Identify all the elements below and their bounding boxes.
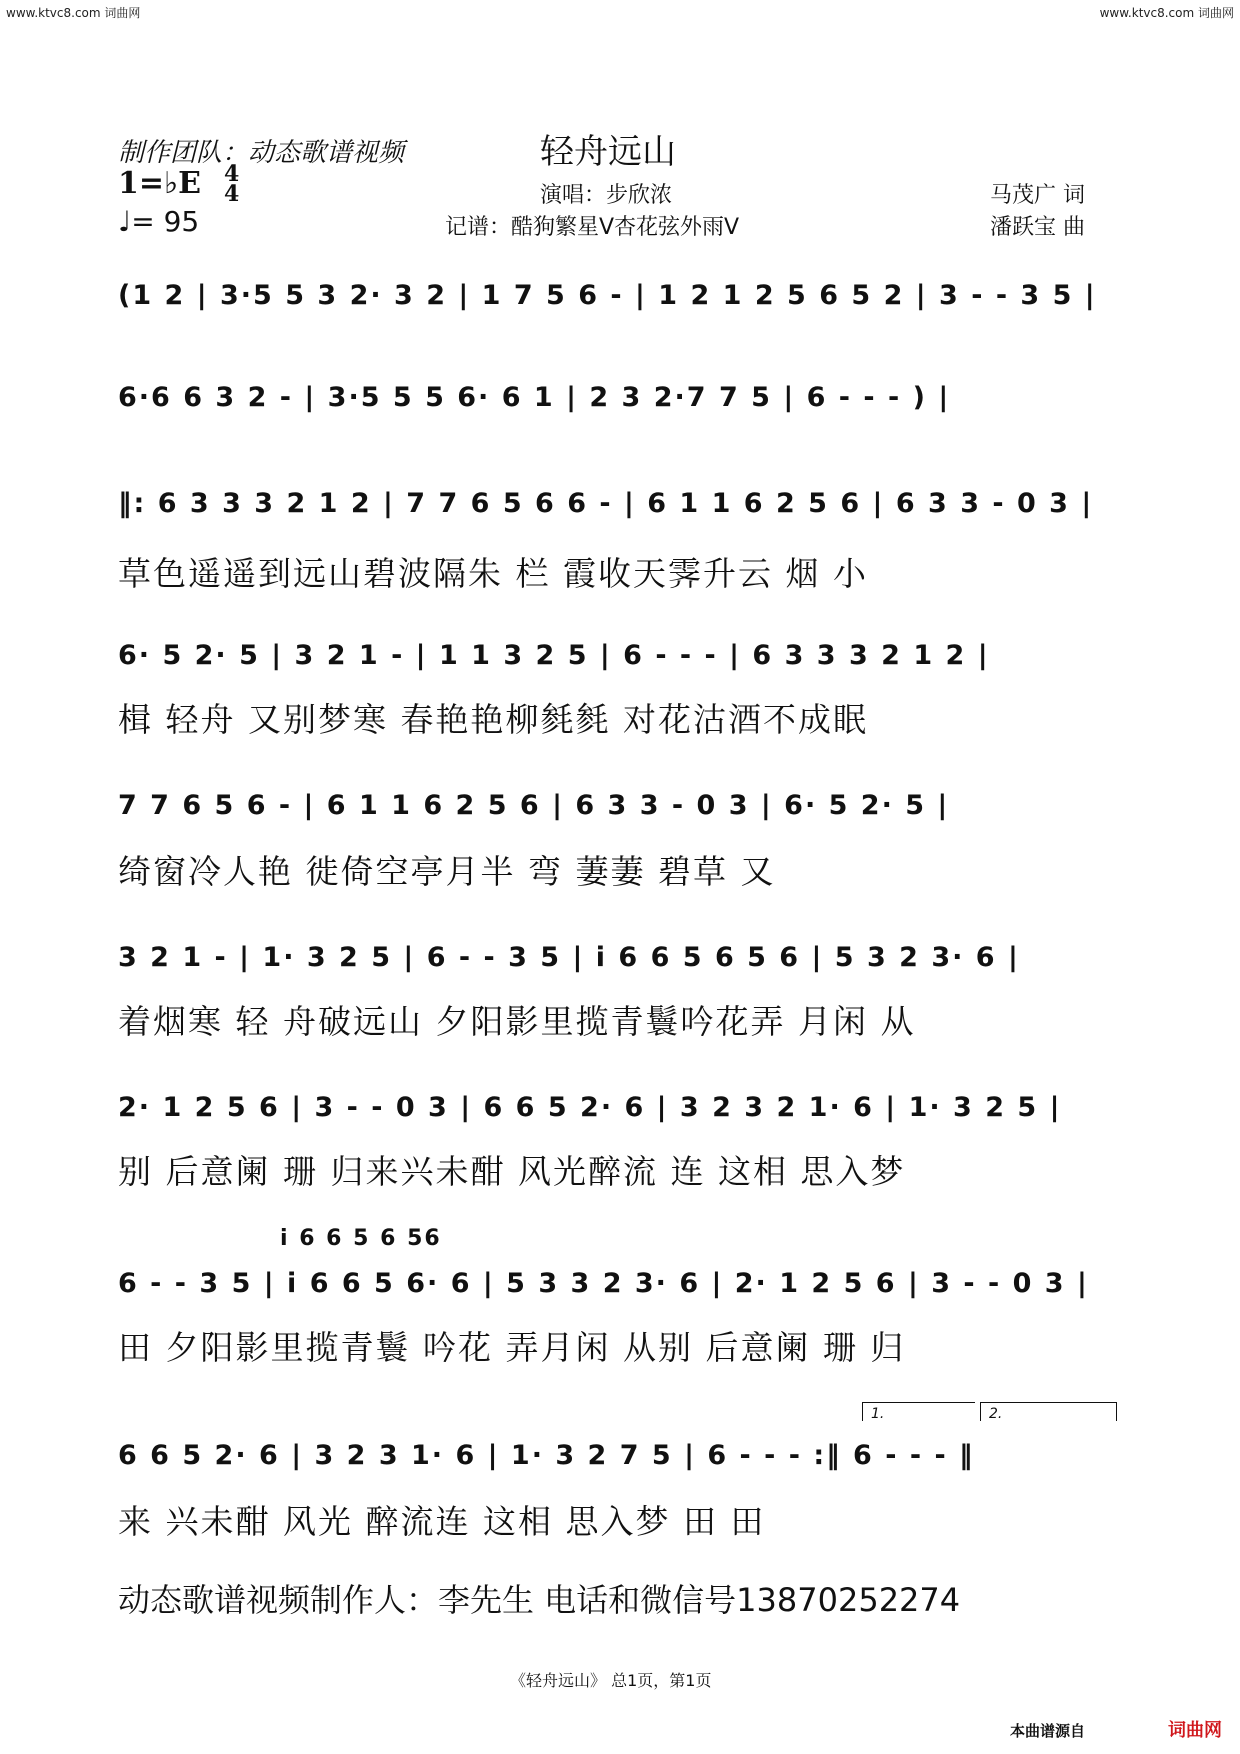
lyric-row-9: 来 兴未酣 风光 醉流连 这相 思入梦 田 田 [118,1502,766,1541]
score-row-3: ‖: 6 3 3 3 2 1 2 | 7 7 6 5 6 6 - | 6 1 1 6 2 5 6 | 6 3 3 - 0 3 | [118,488,1094,519]
score-row-4: 6· 5 2· 5 | 3 2 1 - | 1 1 3 2 5 | 6 - - - | 6 3 3 3 2 1 2 | [118,640,990,671]
site-header-left: www.ktvc8.com 词曲网 [6,6,141,20]
lyric-row-6: 着烟寒 轻 舟破远山 夕阳影里揽青鬟吟花弄 月闲 从 [118,1002,916,1041]
page-number: 《轻舟远山》 总1页，第1页 [510,1671,712,1690]
transcriber-credit: 记谱：酷狗繁星V杏花弦外雨V [445,215,740,240]
time-signature-top: 4 [224,161,240,187]
volta-2-label: 2. [989,1406,1003,1422]
score-row-6: 3 2 1 - | 1· 3 2 5 | 6 - - 3 5 | i 6 6 5 6 5 6 | 5 3 2 3· 6 | [118,942,1020,973]
lyric-row-8: 田 夕阳影里揽青鬟 吟花 弄月闲 从别 后意阑 珊 归 [118,1328,906,1367]
score-row-9: 6 6 5 2· 6 | 3 2 3 1· 6 | 1· 3 2 7 5 | 6 - - - :‖ 6 - - - ‖ [118,1440,975,1471]
song-title: 轻舟远山 [540,132,676,172]
score-row-1: (1 2 | 3·5 5 3 2· 3 2 | 1 7 5 6 - | 1 2 1 2 5 6 5 2 | 3 - - 3 5 | [118,280,1097,311]
score-row-7: 2· 1 2 5 6 | 3 - - 0 3 | 6 6 5 2· 6 | 3 2 3 2 1· 6 | 1· 3 2 5 | [118,1092,1062,1123]
lyric-row-3: 草色遥遥到远山碧波隔朱 栏 霞收天霁升云 烟 小 [118,554,868,593]
source-label: 本曲谱源自 [1010,1722,1086,1740]
lyric-row-4: 楫 轻舟 又别梦寒 春艳艳柳毵毵 对花沽酒不成眠 [118,700,868,739]
singer-credit: 演唱：步欣浓 [540,183,673,208]
volta-bracket-2 [980,1402,1117,1421]
time-signature-bottom: 4 [224,181,240,207]
site-header-right: www.ktvc8.com 词曲网 [1099,6,1234,20]
lyric-row-7: 别 后意阑 珊 归来兴未酣 风光醉流 连 这相 思入梦 [118,1152,906,1191]
time-signature [224,161,240,207]
production-team: 制作团队：动态歌谱视频 [118,138,405,168]
score-row-2: 6·6 6 3 2 - | 3·5 5 5 6· 6 1 | 2 3 2·7 7 5 | 6 - - - ) | [118,382,951,413]
volta-bracket-1 [862,1402,975,1421]
upper-variant-notes: i 6 6 5 6 56 [280,1226,442,1251]
composer-credit: 潘跃宝 曲 [990,215,1085,240]
key-signature: 1=♭E [118,166,202,201]
site-logo: 词曲网 [1168,1720,1222,1741]
score-row-5: 7 7 6 5 6 - | 6 1 1 6 2 5 6 | 6 3 3 - 0 3 | 6· 5 2· 5 | [118,790,950,821]
lyric-row-5: 绮窗冷人艳 徙倚空亭月半 弯 萋萋 碧草 又 [118,852,776,891]
volta-1-label: 1. [871,1406,885,1422]
lyricist-credit: 马茂广 词 [990,183,1085,208]
tempo-marking: ♩= 95 [118,205,200,238]
maker-credit: 动态歌谱视频制作人：李先生 电话和微信号13870252274 [118,1581,961,1619]
score-row-8: 6 - - 3 5 | i 6 6 5 6· 6 | 5 3 3 2 3· 6 | 2· 1 2 5 6 | 3 - - 0 3 | [118,1268,1089,1299]
